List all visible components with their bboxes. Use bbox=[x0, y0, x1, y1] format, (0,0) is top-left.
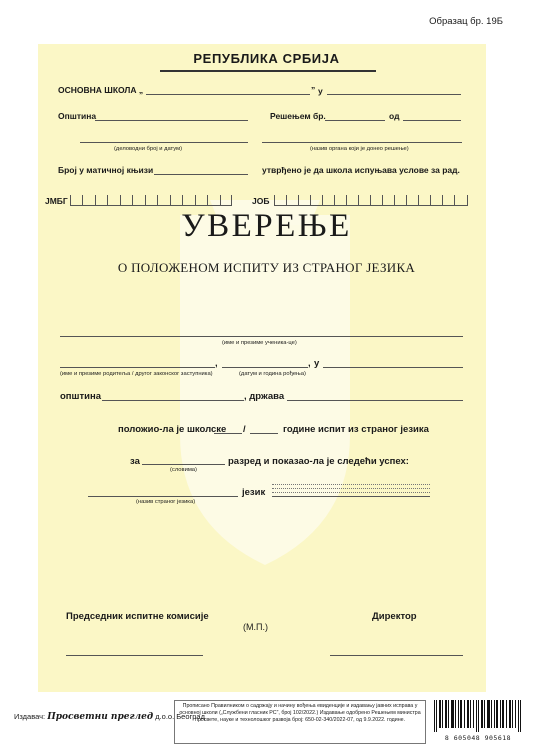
language-caption: (назив страног језика) bbox=[136, 499, 196, 505]
barcode-icon bbox=[434, 700, 522, 732]
barcode-number: 8 605048 905618 bbox=[444, 734, 512, 742]
municipality-field[interactable] bbox=[95, 120, 248, 121]
state-field[interactable] bbox=[287, 400, 463, 401]
state-label: , држава bbox=[244, 391, 285, 402]
jmbg-label: ЈМБГ bbox=[45, 196, 68, 206]
grade-field[interactable] bbox=[142, 464, 225, 465]
school-city-field[interactable] bbox=[327, 94, 461, 95]
organ-caption: (назив органа који је донео решење) bbox=[310, 146, 409, 152]
crest-watermark-icon bbox=[150, 195, 380, 575]
language-name-field[interactable] bbox=[88, 496, 238, 497]
parent-name-field[interactable] bbox=[60, 367, 215, 368]
student-caption: (име и презиме ученика-це) bbox=[222, 340, 297, 346]
committee-signature-line[interactable] bbox=[66, 655, 203, 656]
director-signature-line[interactable] bbox=[330, 655, 463, 656]
job-label: ЈОБ bbox=[252, 196, 270, 206]
certificate-subtitle: О ПОЛОЖЕНОМ ИСПИТУ ИЗ СТРАНОГ ЈЕЗИКА bbox=[117, 260, 416, 275]
registry-number-field[interactable] bbox=[154, 174, 248, 175]
dob-field[interactable] bbox=[222, 367, 308, 368]
parent-comma: , bbox=[215, 358, 218, 369]
school-year-end-field[interactable] bbox=[250, 433, 278, 434]
passed-text: положио-ла је школске bbox=[118, 424, 227, 435]
republic-heading: РЕПУБЛИКА СРБИЈА bbox=[193, 51, 340, 66]
student-name-field[interactable] bbox=[60, 336, 463, 337]
publisher-rest: д.о.о. Београд bbox=[155, 712, 205, 721]
director-label: Директор bbox=[372, 611, 417, 622]
school-year-start-field[interactable] bbox=[214, 433, 242, 434]
birth-place-label: у bbox=[314, 358, 320, 369]
stamp-label: (М.П.) bbox=[243, 622, 268, 632]
publisher-logo: Просветни преглед bbox=[47, 712, 154, 722]
grade-for-label: за bbox=[130, 456, 140, 467]
dob-caption: (датум и година рођења) bbox=[239, 371, 306, 377]
ref-number-field[interactable] bbox=[80, 142, 248, 143]
municipality-label: Општина bbox=[58, 111, 97, 121]
body-municipality-field[interactable] bbox=[102, 400, 244, 401]
parent-caption: (име и презиме родитеља / другог законског заступника) bbox=[60, 371, 213, 377]
grade-text: разред и показао-ла је следећи успех: bbox=[228, 456, 409, 467]
registry-label: Број у матичној књизи bbox=[58, 165, 154, 175]
words-caption: (словима) bbox=[170, 467, 197, 473]
legal-notice: Прописано Правилником о садржају и начину вођења евиденције и издавању јавних исправа у основној школи („Службени гласник РС”, број 102/2022.) Издавање одобрено Решењем министра просвете, науке и технолошког развоја број: 650-02-340/2022-07, од 9.9.2022. године. bbox=[174, 700, 426, 744]
decision-from-label: од bbox=[389, 111, 400, 121]
decision-date-field[interactable] bbox=[403, 120, 461, 121]
verified-text: утврђено је да школа испуњава услове за рад. bbox=[262, 165, 460, 175]
organ-field[interactable] bbox=[262, 142, 462, 143]
school-label: ОСНОВНА ШКОЛА „ bbox=[58, 85, 144, 95]
barcode bbox=[432, 700, 524, 742]
job-field[interactable] bbox=[274, 193, 468, 206]
language-label: језик bbox=[242, 487, 266, 498]
birth-place-field[interactable] bbox=[323, 367, 463, 368]
dob-comma: , bbox=[308, 358, 311, 369]
year-text: године испит из страног језика bbox=[283, 424, 429, 435]
decision-number-field[interactable] bbox=[325, 120, 385, 121]
certificate-title: УВЕРЕЊЕ bbox=[181, 208, 352, 244]
republic-underline bbox=[160, 70, 376, 72]
year-slash: / bbox=[243, 424, 246, 435]
language-result-field[interactable] bbox=[272, 481, 430, 497]
school-name-field[interactable] bbox=[146, 94, 310, 95]
school-in-label: у bbox=[318, 86, 323, 96]
school-close-quote: ” bbox=[311, 85, 316, 95]
decision-label: Решењем бр. bbox=[270, 111, 326, 121]
body-municipality-label: општина bbox=[60, 391, 101, 402]
committee-label: Председник испитне комисије bbox=[66, 611, 209, 622]
jmbg-field[interactable] bbox=[70, 193, 232, 206]
ref-caption: (деловодни број и датум) bbox=[114, 146, 183, 152]
publisher-label: Издавач: bbox=[14, 712, 46, 721]
form-code: Образац бр. 19Б bbox=[429, 16, 503, 27]
